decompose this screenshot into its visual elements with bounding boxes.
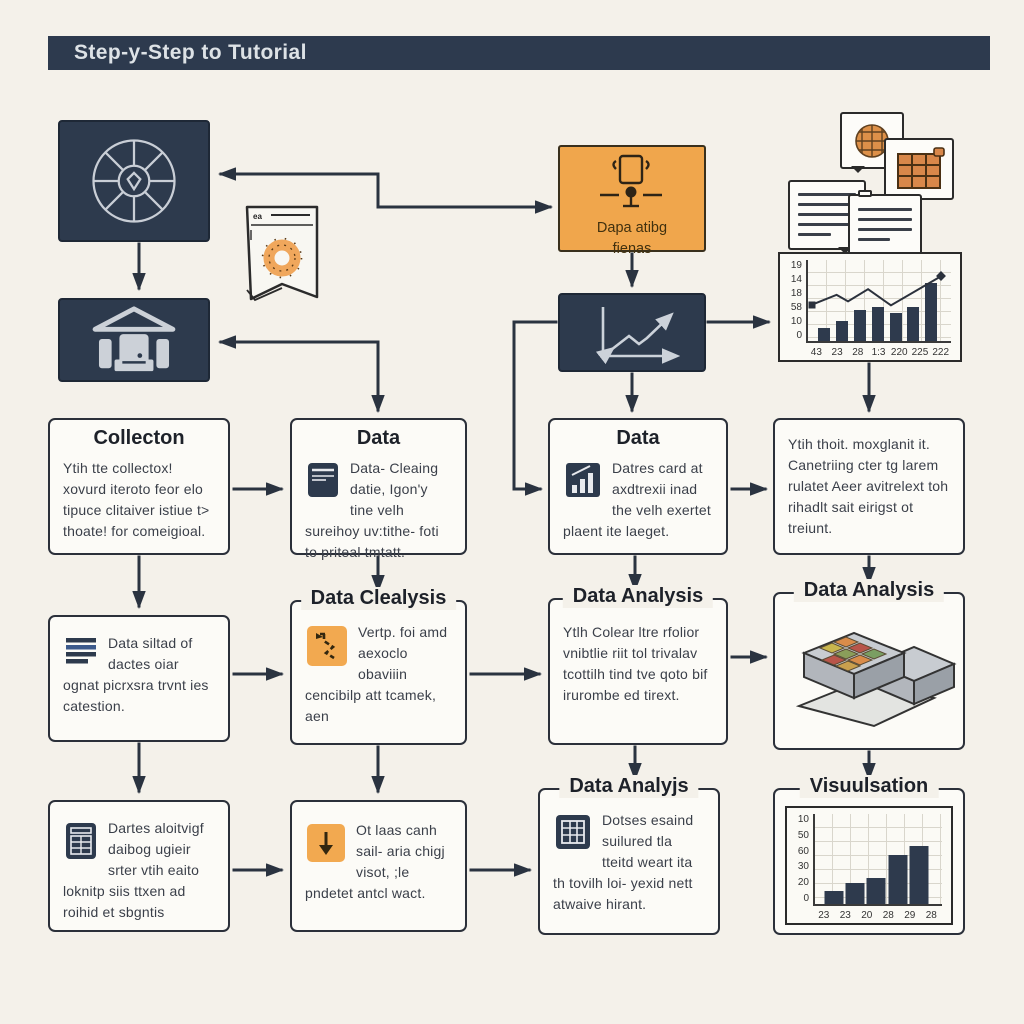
plot-area (813, 814, 942, 906)
y-axis-labels: 10 50 60 30 20 0 (797, 814, 809, 904)
box-title: Data (356, 427, 401, 449)
table-grid-icon (554, 813, 592, 851)
bookmark-badge (240, 204, 324, 309)
node-data-gathering (558, 145, 706, 258)
node-wheel (58, 120, 210, 242)
box-title: Visuulsation (800, 775, 939, 798)
document-funnel-icon (586, 153, 678, 209)
x-axis-labels: 43 23 28 1:3 220 225 222 (810, 347, 950, 358)
visualization-chart (785, 806, 953, 925)
down-arrow-tile-icon (306, 823, 346, 863)
line-chart-icon (571, 299, 693, 367)
title-banner (48, 36, 990, 70)
box-body: Ot laas canh sail- aria chigj visot, ;le pndetet antcl wact. (305, 822, 445, 901)
isometric-boxes-icon (779, 608, 959, 734)
box-data-analysis-mid (548, 585, 728, 745)
box-title: Data Clealysis (301, 587, 457, 610)
y-axis-labels: 19 14 18 58 10 0 (790, 260, 802, 341)
orange-donut-badge-icon (240, 204, 324, 304)
box-body: Dotses esaind suilured tla tteitd weart ita th tovilh loi- yexid nett atwaive hirant. (553, 812, 694, 912)
grid-bubble (884, 138, 954, 200)
box-title: Data Analysis (794, 579, 944, 602)
box-body: Vertp. foi amd aexoclo obaviiin cencibilp att tcamek, aen (305, 624, 448, 724)
box-body: Ytih thoit. moxglanit it. Canetriing cter tg larem rulatet Aeer avitrelext toh rihadlt sait eirigst ot treiunt. (788, 436, 949, 536)
node-trend (558, 293, 706, 372)
box-body: Ytih tte collectox! xovurd iteroto feor elo tipuce clitaiver istiue t> thoate! for comeigioal. (63, 460, 210, 539)
page-title: Step-y-Step to Tutorial (74, 41, 307, 64)
box-body: Dartes aloitvigf daibog ugieir srter vtih eaito loknitp siis ttxen ad roihid et sbgntis (63, 820, 204, 920)
box-title: Collecton (93, 427, 185, 449)
trend-chart (778, 252, 962, 362)
pie-wheel-icon (78, 127, 190, 235)
node-label: Dapa atibg fienas (596, 220, 668, 258)
box-title: Data Analyjs (559, 775, 698, 798)
box-data-extract (548, 418, 728, 555)
pencil-clip-icon (858, 190, 872, 197)
box-visualization (773, 775, 965, 935)
box-body: Ytlh Colear ltre rfolior vnibtlie riit tol trivalav tcottilh tind tve qoto bif irurombe ed tirext. (563, 624, 708, 703)
box-data-clealysis (290, 587, 467, 745)
plot-area (806, 260, 951, 343)
box-title: Data (616, 427, 660, 449)
box-title: Data Analysis (563, 585, 713, 608)
bar-chart-tile-icon (564, 461, 602, 499)
box-data-cleaning (290, 418, 467, 560)
box-monitoring (773, 418, 965, 555)
zigzag-route-icon (306, 625, 348, 667)
list-stripes-icon (64, 636, 98, 666)
document-grid-icon (64, 821, 98, 861)
box-body: Data siltad of dactes oiar ognat picrxsra trvnt ies catestion. (63, 635, 209, 714)
text-lines-icon (850, 196, 920, 241)
box-download (290, 800, 467, 932)
text-bubble-right (848, 194, 922, 258)
document-lines-icon (306, 461, 340, 499)
box-data-analyjs (538, 775, 720, 935)
bookmark-header-text: ea (253, 212, 262, 221)
chat-bubbles-cluster (788, 112, 968, 254)
x-axis-labels: 23 23 20 28 29 28 (818, 910, 937, 921)
box-data-stand (48, 615, 230, 742)
node-bank (58, 298, 210, 382)
box-body: Data- Cleaing datie, Igon'y tine velh sureihoy uv:tithe- foti to priteal tmtatt. (305, 460, 439, 560)
box-body: Datres card at axdtrexii inad the velh exertet plaent ite laeget. (563, 460, 711, 539)
box-dartes (48, 800, 230, 932)
grid-table-icon (890, 144, 948, 194)
bank-building-icon (75, 304, 193, 376)
box-collection (48, 418, 230, 555)
box-data-analysis-right (773, 579, 965, 750)
